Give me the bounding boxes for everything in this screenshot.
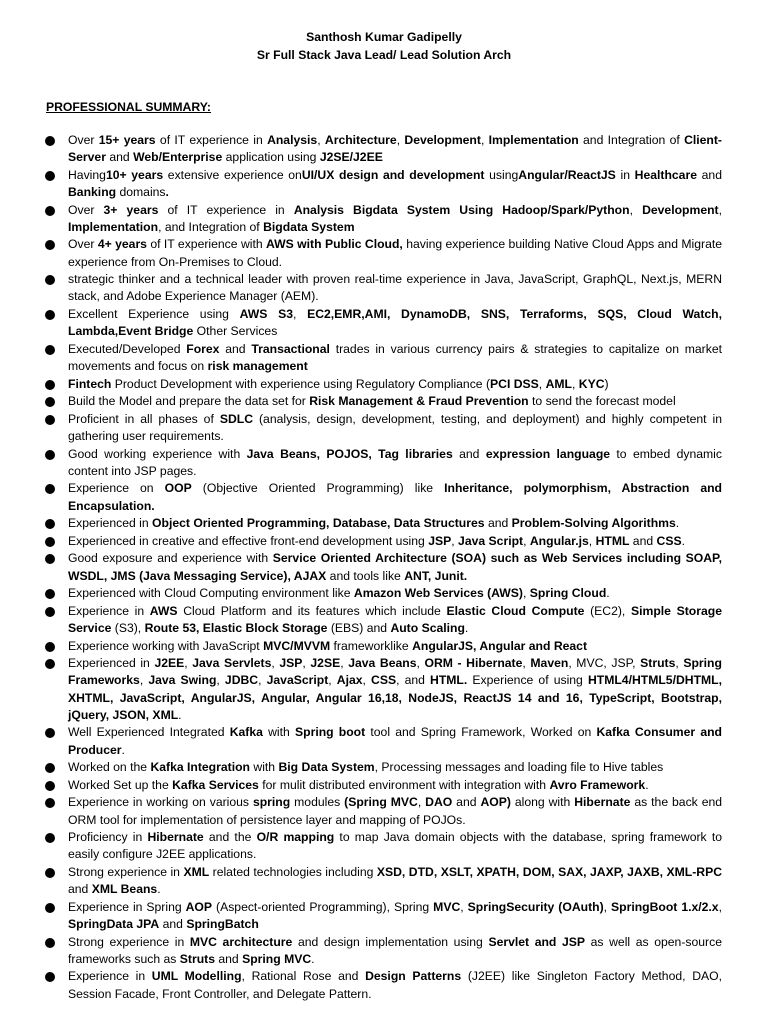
summary-bullet-item xyxy=(0,533,768,550)
bullet-text: , xyxy=(603,899,611,914)
bullet-text: . xyxy=(645,777,649,792)
summary-bullet-item xyxy=(0,794,768,828)
bullet-text-bold: HTML. xyxy=(430,673,468,688)
bullet-dot-icon xyxy=(45,659,55,669)
bullet-text-bold: JSP xyxy=(428,533,452,548)
bullet-text-bold: spring xyxy=(252,795,291,810)
bullet-text: Experienced in creative and effective front-end development using xyxy=(68,533,429,548)
bullet-dot-icon xyxy=(45,345,55,355)
bullet-text-bold: Maven xyxy=(530,656,569,671)
bullet-text: , xyxy=(216,673,225,688)
bullet-text: strategic thinker and a technical leader with proven real-time experience in Java, JavaScript, GraphQL, Next.js, MERN stack, and Adobe Experience Manager (AEM). xyxy=(68,272,722,304)
bullet-text: Cloud Platform and its features which include xyxy=(177,603,447,618)
bullet-text-bold: Spring MVC xyxy=(242,951,312,966)
summary-bullet-item xyxy=(0,271,768,305)
bullet-dot-icon xyxy=(45,589,55,599)
bullet-text: , xyxy=(523,533,530,548)
bullet-text-bold: Transactional xyxy=(251,341,330,356)
bullet-text: Experienced with Cloud Computing environment like xyxy=(68,586,354,601)
summary-bullet-item xyxy=(0,132,768,166)
bullet-text-bold: XML Beans xyxy=(91,882,158,897)
bullet-text-bold: DAO xyxy=(425,795,453,810)
bullet-text-bold: Amazon Web Services (AWS) xyxy=(353,586,523,601)
bullet-text: , xyxy=(588,533,596,548)
bullet-text-bold: Architecture xyxy=(324,133,397,147)
bullet-text-bold: Banking xyxy=(68,185,117,199)
bullet-text-bold: Analysis Bigdata System Using Hadoop/Spark/Python xyxy=(293,202,630,217)
bullet-text: . xyxy=(681,533,685,548)
bullet-text: of IT experience in xyxy=(155,133,268,147)
bullet-text-bold: Angular.js xyxy=(529,533,589,548)
bullet-text-bold: Elastic Cloud Compute xyxy=(446,603,585,618)
bullet-text: and xyxy=(484,516,512,531)
summary-bullet-item xyxy=(0,934,768,968)
bullet-dot-icon xyxy=(45,938,55,948)
summary-bullet-item xyxy=(0,585,768,602)
bullet-text-bold: Bigdata System xyxy=(263,219,355,234)
summary-bullet-item xyxy=(0,550,768,584)
bullet-text-bold: UI/UX design and development xyxy=(301,167,485,182)
summary-bullet-item xyxy=(0,446,768,480)
bullet-text: in xyxy=(615,167,635,182)
bullet-text-bold: Implementation xyxy=(68,219,159,234)
bullet-text: modules xyxy=(290,795,345,810)
bullet-text-bold: XML xyxy=(183,864,210,879)
bullet-dot-icon xyxy=(45,798,55,808)
bullet-text: Proficiency in xyxy=(68,830,148,845)
section-title-professional-summary: PROFESSIONAL SUMMARY: xyxy=(46,100,211,114)
bullet-text: . xyxy=(464,620,469,635)
bullet-text-bold: Spring Cloud xyxy=(529,586,607,601)
bullet-text: and xyxy=(452,446,486,461)
bullet-text-bold: Service Oriented Architecture (SOA) such as Web Services including SOAP, WSDL, JMS (Java Messaging Service), AJAX xyxy=(68,551,722,583)
bullet-text: , and Integration of xyxy=(158,219,264,234)
bullet-text-bold: EC2,EMR,AMI, DynamoDB, SNS, Terraforms, SQS, Cloud Watch, Lambda,Event Bridge xyxy=(68,306,722,339)
bullet-text-bold: MVC/MVVM xyxy=(263,638,331,653)
bullet-text-bold: Risk Management & Fraud Prevention xyxy=(309,394,529,409)
bullet-text-bold: Simple Storage Service xyxy=(68,603,722,635)
summary-bullet-item xyxy=(0,376,768,393)
bullet-text: Other Services xyxy=(193,324,278,339)
bullet-text-bold: Kafka Services xyxy=(172,777,259,792)
bullet-text: (analysis, design, development, testing, and deployment) and highly competent in gathering user requirements. xyxy=(68,411,722,443)
bullet-text-bold: J2EE xyxy=(154,656,185,671)
bullet-text: using xyxy=(484,167,519,182)
bullet-text: , MVC, JSP, xyxy=(568,656,641,671)
bullet-text-bold: Development xyxy=(404,133,481,147)
bullet-text-bold: SDLC xyxy=(219,411,254,426)
bullet-text: Good working experience with xyxy=(68,446,247,461)
bullet-text: , and xyxy=(396,673,431,688)
bullet-dot-icon xyxy=(45,554,55,564)
bullet-text: Product Development with experience using Regulatory Compliance ( xyxy=(111,376,491,391)
bullet-text-bold: Design Patterns xyxy=(365,969,462,984)
bullet-text: and tools like xyxy=(326,568,405,583)
bullet-text: and design implementation using xyxy=(292,934,489,949)
bullet-text: , xyxy=(258,673,267,688)
bullet-text-bold: Analysis xyxy=(267,133,318,147)
bullet-text: , xyxy=(302,656,311,671)
bullet-text-bold: . xyxy=(165,185,169,199)
bullet-text: Proficient in all phases of xyxy=(68,411,220,426)
bullet-text: Experience working with JavaScript xyxy=(68,638,264,653)
summary-bullet-item xyxy=(0,480,768,514)
bullet-dot-icon xyxy=(45,607,55,617)
bullet-text: (EBS) and xyxy=(327,620,391,635)
bullet-dot-icon xyxy=(45,171,55,181)
bullet-text: Worked Set up the xyxy=(68,777,173,792)
bullet-text-bold: PCI DSS xyxy=(490,376,539,391)
bullet-text: Having xyxy=(68,167,106,182)
bullet-text: and xyxy=(214,951,243,966)
bullet-text: , xyxy=(139,673,149,688)
bullet-text-bold: OOP xyxy=(164,481,192,496)
bullet-text: Strong experience in xyxy=(68,864,184,879)
bullet-text-bold: Web/Enterprise xyxy=(133,150,223,165)
bullet-text-bold: 10+ years xyxy=(105,167,164,182)
bullet-text: to map Java domain objects with the database, spring framework to easily configure J2EE applications. xyxy=(68,830,722,862)
bullet-text: Experienced in xyxy=(68,516,153,531)
bullet-dot-icon xyxy=(45,275,55,285)
bullet-dot-icon xyxy=(45,781,55,791)
bullet-text: Experience in xyxy=(68,969,152,984)
bullet-text: , xyxy=(416,656,425,671)
bullet-text-bold: AOP xyxy=(185,899,213,914)
bullet-text: domains xyxy=(116,185,166,199)
bullet-text: and xyxy=(452,795,481,810)
summary-bullet-item xyxy=(0,968,768,1002)
bullet-text: and xyxy=(105,150,134,165)
bullet-text: Build the Model and prepare the data set for xyxy=(68,394,310,409)
bullet-text-bold: AngularJS, Angular and React xyxy=(412,638,588,653)
bullet-text: , xyxy=(571,376,579,391)
bullet-text-bold: Spring boot xyxy=(295,725,366,740)
bullet-text: with xyxy=(250,760,279,775)
bullet-text-bold: Java Servlets xyxy=(192,656,272,671)
bullet-text-bold: Java Script xyxy=(458,533,524,548)
summary-bullet-item xyxy=(0,202,768,236)
bullet-text: Experience in xyxy=(68,603,150,618)
bullet-text: , xyxy=(522,656,531,671)
bullet-text: extensive experience on xyxy=(163,167,302,182)
bullet-text: , xyxy=(522,586,530,601)
bullet-text: , xyxy=(396,133,405,147)
bullet-text: (S3), xyxy=(111,620,145,635)
summary-bullet-item xyxy=(0,655,768,724)
summary-bullet-item xyxy=(0,167,768,201)
bullet-text-bold: AOP) xyxy=(480,795,511,810)
candidate-name: Santhosh Kumar Gadipelly xyxy=(306,30,462,44)
bullet-text-bold: UML Modelling xyxy=(151,969,242,984)
bullet-text-bold: Struts xyxy=(640,656,676,671)
bullet-text-bold: expression language xyxy=(485,446,611,461)
summary-bullet-list xyxy=(0,132,768,1003)
bullet-text: (EC2), xyxy=(584,603,631,618)
bullet-text: . xyxy=(178,707,182,722)
bullet-dot-icon xyxy=(45,903,55,913)
bullet-text-bold: Auto Scaling xyxy=(390,620,465,635)
bullet-text: Experience in Spring xyxy=(68,899,186,914)
bullet-dot-icon xyxy=(45,537,55,547)
bullet-dot-icon xyxy=(45,136,55,146)
resume-header xyxy=(0,28,768,64)
summary-bullet-item xyxy=(0,777,768,794)
bullet-text: , xyxy=(362,673,372,688)
bullet-text-bold: Java Beans, POJOS, Tag libraries xyxy=(246,446,453,461)
bullet-dot-icon xyxy=(45,240,55,250)
bullet-dot-icon xyxy=(45,642,55,652)
bullet-text-bold: Angular/ReactJS xyxy=(518,167,616,182)
bullet-text-bold: SpringBatch xyxy=(186,916,259,931)
bullet-text-bold: AWS with Public Cloud, xyxy=(266,237,403,252)
bullet-text: Strong experience in xyxy=(68,934,190,949)
bullet-text-bold: (Spring MVC xyxy=(344,795,418,810)
bullet-dot-icon xyxy=(45,450,55,460)
bullet-text-bold: CSS xyxy=(371,673,397,688)
bullet-text: , xyxy=(184,656,193,671)
bullet-text-bold: AML xyxy=(545,376,572,391)
bullet-text: Good exposure and experience with xyxy=(68,551,273,566)
bullet-text-bold: Healthcare xyxy=(634,167,697,182)
bullet-text-bold: J2SE xyxy=(310,656,341,671)
bullet-text: Worked on the xyxy=(68,760,151,775)
bullet-text-bold: XSD, DTD, XSLT, XPATH, DOM, SAX, JAXP, JAXB, XML-RPC xyxy=(376,864,723,879)
bullet-text-bold: Client-Server xyxy=(68,133,722,165)
bullet-text: and xyxy=(629,533,657,548)
bullet-text: , Rational Rose and xyxy=(241,969,366,984)
bullet-text: , xyxy=(293,306,308,321)
bullet-text-bold: JDBC xyxy=(224,673,259,688)
bullet-text: (Aspect-oriented Programming), Spring xyxy=(212,899,434,914)
bullet-text-bold: Hibernate xyxy=(574,795,631,810)
bullet-text: Executed/Developed xyxy=(68,341,187,356)
bullet-text-bold: SpringBoot 1.x/2.x xyxy=(611,899,719,914)
bullet-text-bold: Kafka Integration xyxy=(150,760,250,775)
bullet-dot-icon xyxy=(45,380,55,390)
bullet-text: Experience on xyxy=(68,481,165,496)
bullet-text: and xyxy=(219,341,252,356)
summary-bullet-item xyxy=(0,864,768,898)
bullet-text: related technologies including xyxy=(209,864,377,879)
bullet-text: of IT experience with xyxy=(146,237,267,252)
bullet-text: Over xyxy=(68,202,104,217)
bullet-text: with xyxy=(262,725,295,740)
bullet-text: trades in various currency pairs & strategies to capitalize on market movements and focus on xyxy=(68,341,722,373)
bullet-text-bold: Kafka xyxy=(229,725,263,740)
bullet-text-bold: Spring Frameworks xyxy=(68,656,722,688)
bullet-dot-icon xyxy=(45,484,55,494)
bullet-text-bold: Forex xyxy=(186,341,220,356)
summary-bullet-item xyxy=(0,341,768,375)
bullet-text: (Objective Oriented Programming) like xyxy=(191,481,445,496)
bullet-text: , xyxy=(340,656,349,671)
bullet-dot-icon xyxy=(45,415,55,425)
bullet-text: and xyxy=(159,916,187,931)
bullet-text: Over xyxy=(68,133,99,147)
bullet-text: . xyxy=(606,586,610,601)
bullet-text-bold: Struts xyxy=(179,951,215,966)
bullet-text: Over xyxy=(68,237,98,252)
bullet-text-bold: SpringData JPA xyxy=(68,916,160,931)
bullet-text-bold: risk management xyxy=(207,358,308,373)
bullet-text-bold: ANT, Junit. xyxy=(404,568,468,583)
bullet-text: Excellent Experience using xyxy=(68,306,240,321)
bullet-text: , Processing messages and loading file to Hive tables xyxy=(374,760,664,775)
bullet-text: and xyxy=(696,167,722,182)
bullet-text-bold: Avro Framework xyxy=(549,777,646,792)
bullet-text-bold: Ajax xyxy=(336,673,363,688)
bullet-text-bold: SpringSecurity (OAuth) xyxy=(467,899,604,914)
bullet-text-bold: 3+ years xyxy=(103,202,159,217)
bullet-dot-icon xyxy=(45,519,55,529)
bullet-text: as well as open-source frameworks such as xyxy=(68,934,722,966)
bullet-text: ) xyxy=(604,376,609,391)
bullet-text-bold: HTML xyxy=(595,533,630,548)
bullet-text-bold: Object Oriented Programming, Database, Data Structures xyxy=(152,516,485,531)
summary-bullet-item xyxy=(0,724,768,758)
bullet-dot-icon xyxy=(45,310,55,320)
candidate-title: Sr Full Stack Java Lead/ Lead Solution Arch xyxy=(256,48,512,62)
summary-bullet-item xyxy=(0,306,768,340)
bullet-text: , xyxy=(718,899,722,914)
bullet-text: , xyxy=(460,899,468,914)
bullet-text: Well Experienced Integrated xyxy=(68,725,230,740)
bullet-text: application using xyxy=(222,150,320,165)
bullet-text: Experienced in xyxy=(68,656,155,671)
bullet-text: Experience in working on various xyxy=(68,795,253,810)
summary-bullet-item xyxy=(0,411,768,445)
bullet-text: frameworklike xyxy=(330,638,413,653)
bullet-text: . xyxy=(675,516,680,531)
summary-bullet-item xyxy=(0,638,768,655)
bullet-text: to embed dynamic content into JSP pages. xyxy=(68,446,722,478)
bullet-text-bold: Fintech xyxy=(68,376,112,391)
bullet-text-bold: ORM - Hibernate xyxy=(424,656,523,671)
bullet-text: . xyxy=(157,882,161,897)
bullet-text-bold: JSP xyxy=(279,656,303,671)
bullet-text-bold: CSS xyxy=(656,533,682,548)
bullet-text: , xyxy=(675,656,684,671)
bullet-text-bold: Route 53, Elastic Block Storage xyxy=(144,620,328,635)
bullet-text: having experience building Native Cloud Apps and Migrate experience from On-Premises to Cloud. xyxy=(68,237,723,269)
summary-bullet-item xyxy=(0,759,768,776)
bullet-text: , xyxy=(718,202,722,217)
bullet-text-bold: AWS xyxy=(149,603,178,618)
bullet-dot-icon xyxy=(45,763,55,773)
bullet-text-bold: Implementation xyxy=(488,133,579,147)
bullet-text: and Integration of xyxy=(578,133,685,147)
bullet-text: to send the forecast model xyxy=(528,394,676,409)
bullet-text-bold: Development xyxy=(642,202,719,217)
bullet-text: and the xyxy=(203,830,257,845)
bullet-text-bold: MVC architecture xyxy=(189,934,293,949)
bullet-text: , xyxy=(629,202,643,217)
bullet-text: , xyxy=(451,533,459,548)
bullet-text-bold: Hibernate xyxy=(147,830,204,845)
bullet-text: , xyxy=(480,133,489,147)
summary-bullet-item xyxy=(0,899,768,933)
summary-bullet-item xyxy=(0,603,768,637)
bullet-text: , xyxy=(328,673,337,688)
bullet-text: . xyxy=(121,742,125,757)
bullet-text-bold: 4+ years xyxy=(97,237,147,252)
bullet-dot-icon xyxy=(45,833,55,843)
summary-bullet-item xyxy=(0,515,768,532)
bullet-text-bold: MVC xyxy=(433,899,461,914)
bullet-text: tool and Spring Framework, Worked on xyxy=(365,725,597,740)
bullet-text-bold: Big Data System xyxy=(278,760,375,775)
bullet-text-bold: Java Swing xyxy=(148,673,217,688)
bullet-text: , xyxy=(317,133,325,147)
bullet-dot-icon xyxy=(45,972,55,982)
bullet-text: . xyxy=(311,951,315,966)
bullet-text-bold: AWS S3 xyxy=(239,306,293,321)
bullet-text-bold: Inheritance, polymorphism, Abstraction and Encapsulation. xyxy=(68,481,722,513)
bullet-text: , xyxy=(417,795,426,810)
bullet-text-bold: JavaScript xyxy=(266,673,329,688)
bullet-text: , xyxy=(271,656,280,671)
bullet-text-bold: Servlet and JSP xyxy=(488,934,586,949)
bullet-dot-icon xyxy=(45,397,55,407)
bullet-text-bold: Java Beans xyxy=(348,656,417,671)
bullet-text: Experience of using xyxy=(467,673,588,688)
summary-bullet-item xyxy=(0,829,768,863)
bullet-dot-icon xyxy=(45,728,55,738)
bullet-text: as the back end ORM tool for implementation of persistence layer and mapping of POJOs. xyxy=(68,795,723,827)
bullet-text-bold: Problem-Solving Algorithms xyxy=(511,516,676,531)
bullet-text-bold: O/R mapping xyxy=(256,830,335,845)
summary-bullet-item xyxy=(0,393,768,410)
bullet-text-bold: Kafka Consumer and Producer xyxy=(68,725,723,757)
bullet-text: for mulit distributed environment with integration with xyxy=(258,777,550,792)
bullet-text: (J2EE) like Singleton Factory Method, DAO, Session Facade, Front Controller, and Delegate Pattern. xyxy=(68,969,722,1001)
bullet-text-bold: 15+ years xyxy=(98,133,156,147)
bullet-text: of IT experience in xyxy=(158,202,294,217)
bullet-dot-icon xyxy=(45,868,55,878)
bullet-text: along with xyxy=(510,795,575,810)
bullet-dot-icon xyxy=(45,206,55,216)
bullet-text-bold: KYC xyxy=(578,376,605,391)
bullet-text-bold: J2SE/J2EE xyxy=(319,150,383,165)
bullet-text: and xyxy=(68,882,92,897)
bullet-text: , xyxy=(538,376,546,391)
bullet-text-bold: HTML4/HTML5/DHTML, XHTML, JavaScript, AngularJS, Angular, Angular 16,18, NodeJS, ReactJS 14 and 16, TypeScript, Bootstrap, jQuery, JSON, XML xyxy=(68,673,722,722)
summary-bullet-item xyxy=(0,236,768,270)
